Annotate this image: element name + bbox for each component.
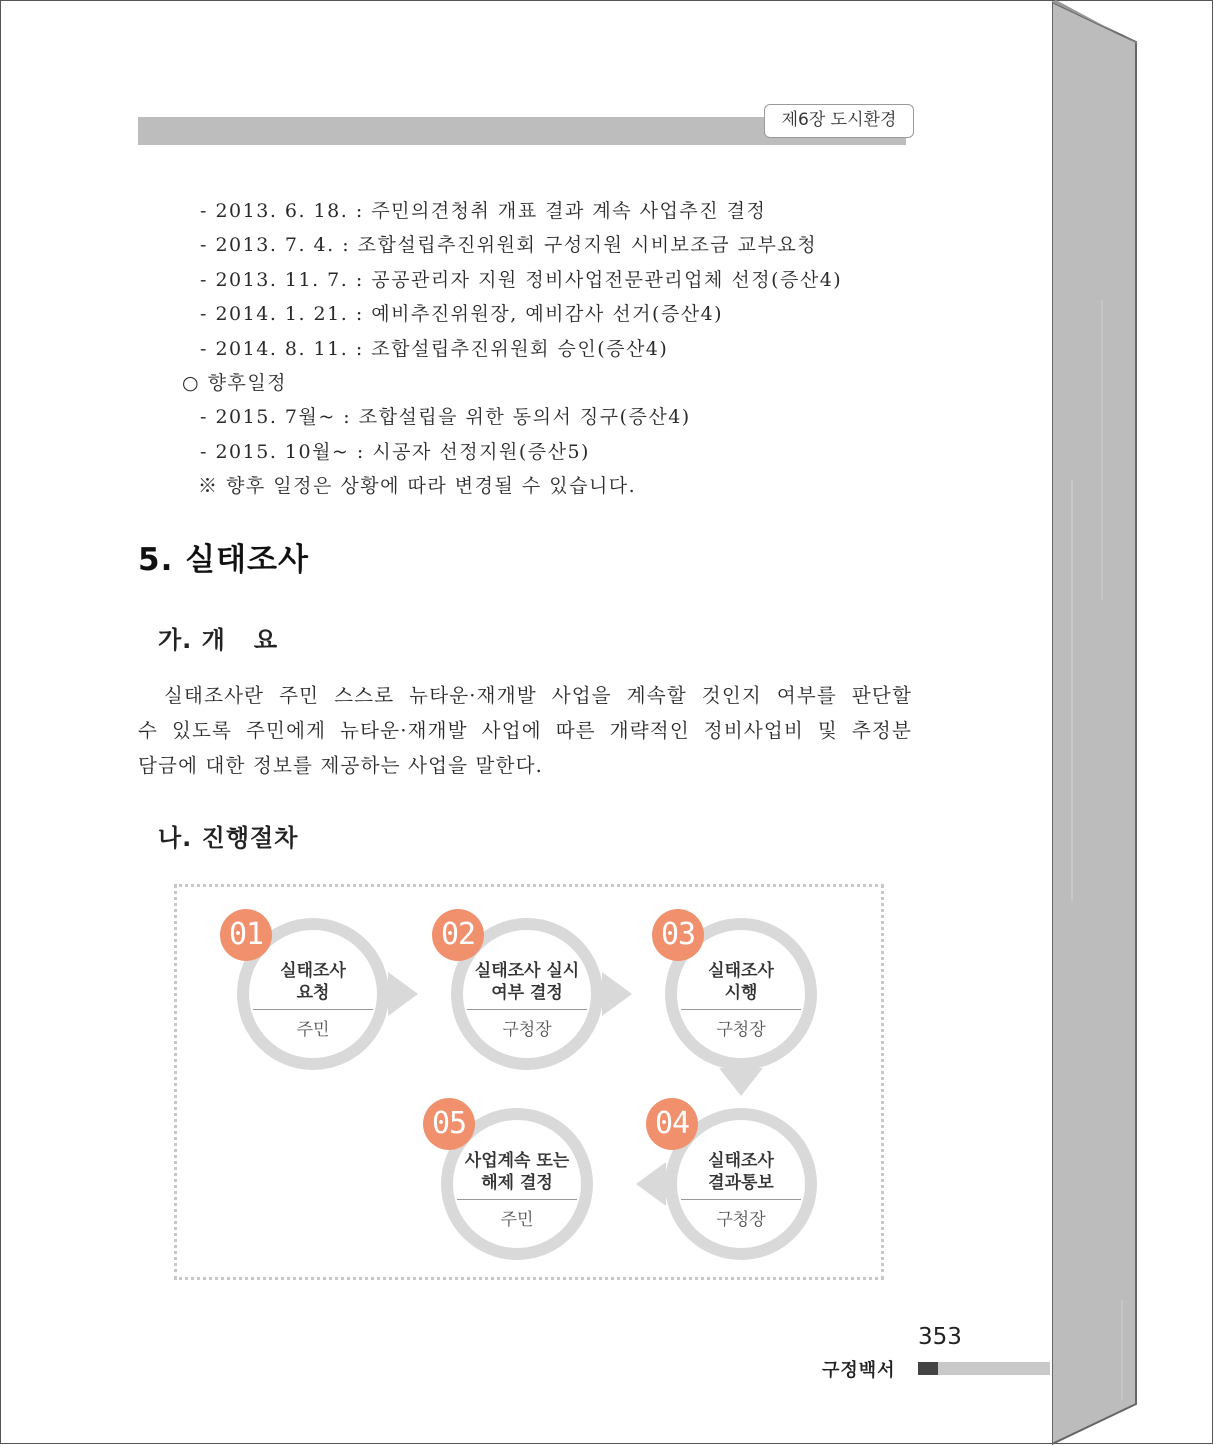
- step-actor: 구청장: [502, 1020, 552, 1040]
- footer-bar-marker: [918, 1362, 938, 1375]
- timeline-item: - 2013. 11. 7. : 공공관리자 지원 정비사업전문관리업체 선정(증산4): [200, 269, 843, 291]
- timeline-item: - 2013. 7. 4. : 조합설립추진위원회 구성지원 시비보조금 교부요청: [200, 234, 818, 256]
- future-heading: ○ 향후일정: [182, 372, 288, 394]
- chapter-tab: 제6장 도시환경: [764, 104, 914, 138]
- step-title: 여부 결정: [491, 983, 563, 1003]
- step-title: 실태조사: [708, 961, 774, 981]
- step-title: 실태조사: [280, 961, 346, 981]
- step-actor: 구청장: [716, 1020, 766, 1040]
- step-divider: [681, 1199, 801, 1200]
- step-01: [238, 960, 388, 1040]
- step-divider: [467, 1009, 587, 1010]
- step-badge-02: 02: [432, 909, 484, 961]
- step-title: 해제 결정: [481, 1173, 553, 1193]
- future-item: - 2015. 7월~ : 조합설립을 위한 동의서 징구(증산4): [200, 406, 691, 428]
- step-title: 사업계속 또는: [464, 1151, 570, 1171]
- step-04: [666, 1150, 816, 1230]
- step-title: 실태조사: [708, 1151, 774, 1171]
- step-05: [442, 1150, 592, 1230]
- future-item: - 2015. 10월~ : 시공자 선정지원(증산5): [200, 441, 590, 463]
- book-title: 구정백서: [822, 1360, 896, 1381]
- overview-title: 가. 개 요: [158, 626, 279, 654]
- step-title: 요청: [296, 983, 330, 1003]
- section-title: 5. 실태조사: [138, 542, 309, 578]
- overview-line: 실태조사란 주민 스스로 뉴타운·재개발 사업을 계속할 것인지 여부를 판단할: [164, 684, 912, 707]
- step-divider: [253, 1009, 373, 1010]
- step-03: [666, 960, 816, 1040]
- book-edge: [1052, 0, 1138, 1446]
- arrow-right-icon: [388, 972, 418, 1016]
- timeline-item: - 2013. 6. 18. : 주민의견청취 개표 결과 계속 사업추진 결정: [200, 200, 767, 222]
- footer-bar: [938, 1362, 1050, 1375]
- step-divider: [457, 1199, 577, 1200]
- step-actor: 주민: [500, 1210, 534, 1230]
- timeline-item: - 2014. 8. 11. : 조합설립추진위원회 승인(증산4): [200, 338, 669, 360]
- schedule-note: ※ 향후 일정은 상황에 따라 변경될 수 있습니다.: [198, 475, 637, 497]
- step-badge-01: 01: [220, 909, 272, 961]
- overview-paragraph: [138, 678, 912, 783]
- page-number: 353: [918, 1324, 962, 1350]
- step-divider: [681, 1009, 801, 1010]
- step-badge-05: 05: [423, 1098, 475, 1150]
- overview-line: 담금에 대한 정보를 제공하는 사업을 말한다.: [138, 754, 544, 777]
- arrow-left-icon: [636, 1162, 666, 1206]
- step-actor: 주민: [296, 1020, 330, 1040]
- step-badge-03: 03: [652, 909, 704, 961]
- overview-line: 수 있도록 주민에게 뉴타운·재개발 사업에 따른 개략적인 정비사업비 및 추정분: [138, 719, 912, 742]
- timeline-item: - 2014. 1. 21. : 예비추진위원장, 예비감사 선거(증산4): [200, 303, 724, 325]
- step-title: 실태조사 실시: [474, 961, 580, 981]
- step-title: 시행: [724, 983, 758, 1003]
- step-actor: 구청장: [716, 1210, 766, 1230]
- step-badge-04: 04: [646, 1098, 698, 1150]
- procedure-title: 나. 진행절차: [158, 824, 299, 852]
- step-title: 결과통보: [708, 1173, 774, 1193]
- step-02: [452, 960, 602, 1040]
- arrow-down-icon: [719, 1068, 763, 1096]
- arrow-right-icon: [602, 972, 632, 1016]
